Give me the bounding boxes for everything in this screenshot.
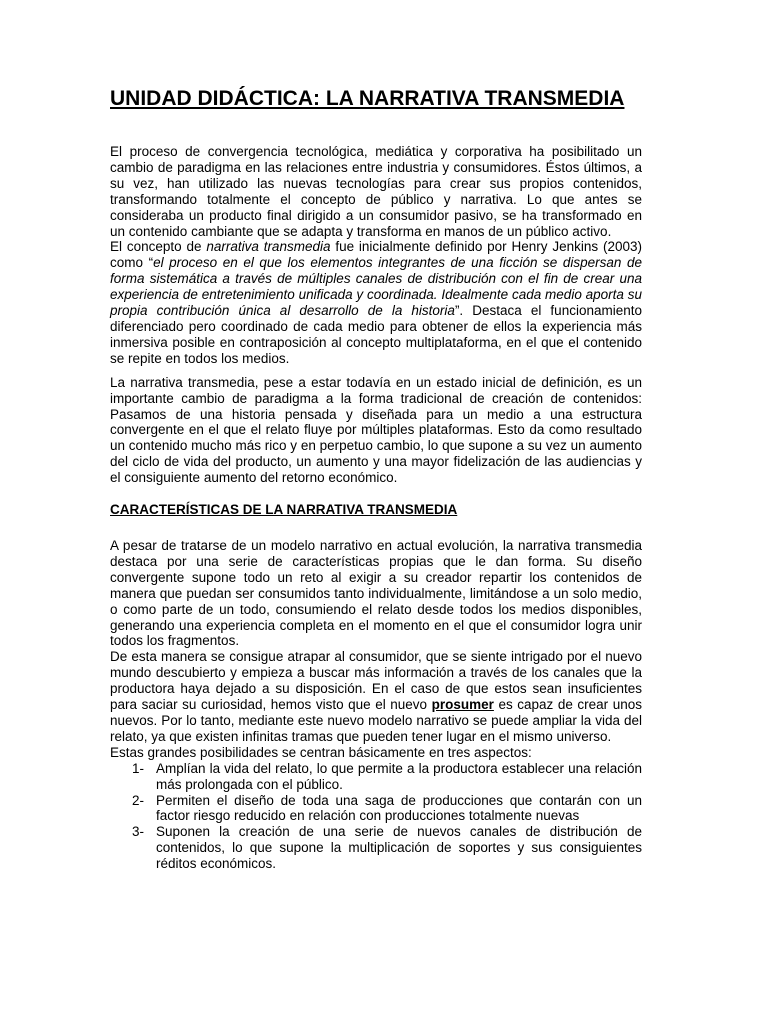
list-item-text: Suponen la creación de una serie de nuevos canales de distribución de contenidos, lo que supone la multiplicación de soportes y sus consiguientes réditos económicos. bbox=[156, 824, 642, 872]
paragraph-paradigm: La narrativa transmedia, pese a estar todavía en un estado inicial de definición, es un importante cambio de paradigma a la forma tradicional de creación de contenidos: Pasamos de una historia pensada y diseñada para un medio a una estructura convergente en el que el relato fluye por múltiples plataformas. Esto da como resultado un contenido mucho más rico y en perpetuo cambio, lo que supone a su vez un aumento del ciclo de vida del producto, un aumento y una mayor fidelización de las audiencias y el consiguiente aumento del retorno económico. bbox=[110, 374, 642, 486]
list-item-text: Permiten el diseño de toda una saga de producciones que contarán con un factor riesgo reducido en relación con producciones totalmente nuevas bbox=[156, 792, 642, 824]
list-item bbox=[110, 793, 642, 825]
paragraph-consumer-a: De esta manera se consigue atrapar al consumidor, que se siente intrigado por el nuevo mundo descubierto y empieza a buscar más información a través de los canales que la productora haya dejado a su disposición. En el caso de que estos sean insuficientes para saciar su curiosidad, hemos visto que el nuevo bbox=[110, 649, 642, 713]
paragraph-consumer-c: es capaz de crear unos nuevos. Por lo tanto, mediante este nuevo modelo narrativo se puede ampliar la vida del relato, ya que existen infinitas tramas que pueden tener lugar en el mismo universo. bbox=[110, 697, 642, 744]
paragraph-consumer bbox=[110, 649, 642, 744]
prosumer-link[interactable]: prosumer bbox=[431, 697, 494, 713]
term-narrativa-transmedia: narrativa transmedia bbox=[206, 239, 331, 255]
jenkins-quote: el proceso en el que los elementos integrantes de una ficción se dispersan de forma sistemática a través de múltiples canales de distribución con el fin de crear una experiencia de entretenimiento unificada y coordinada. Idealmente cada medio aporta su propia contribución única al desarrollo de la historia bbox=[110, 255, 642, 319]
aspects-list bbox=[110, 761, 642, 872]
document-body bbox=[110, 86, 642, 872]
paragraph-characteristics: A pesar de tratarse de un modelo narrativo en actual evolución, la narrativa transmedia destaca por una serie de características propias que le dan forma. Su diseño convergente supone todo un reto al exigir a su creador repartir los contenidos de manera que puedan ser consumidos tanto individualmente, limitándose a un solo medio, o como parte de un todo, consumiendo el relato desde todos los medios disponibles, generando una experiencia completa en el momento en el que el consumidor logra unir todos los fragmentos. bbox=[110, 538, 642, 649]
list-number: 2- bbox=[132, 792, 145, 808]
list-number: 1- bbox=[132, 760, 145, 776]
list-item bbox=[110, 761, 642, 793]
list-item bbox=[110, 824, 642, 872]
paragraph-definition-c: fue inicialmente definido por Henry Jenkins (2003) como “ bbox=[110, 239, 642, 271]
paragraph-intro: El proceso de convergencia tecnológica, mediática y corporativa ha posibilitado un cambio de paradigma en las relaciones entre industria y consumidores. Éstos últimos, a su vez, han utilizado las nuevas tecnologías para crear sus propios contenidos, transformando totalmente el concepto de público y narrativa. Lo que antes se consideraba un producto final dirigido a un consumidor pasivo, se ha transformado en un contenido cambiante que se adapta y transforma en manos de un público activo. bbox=[110, 144, 642, 239]
list-item-text: Amplían la vida del relato, lo que permite a la productora establecer una relación más prolongada con el público. bbox=[156, 760, 642, 792]
list-number: 3- bbox=[132, 824, 145, 840]
paragraph-definition-e: ”. Destaca el funcionamiento diferenciado pero coordinado de cada medio para obtener de ellos la experiencia más inmersiva posible en contraposición al concepto multiplataforma, en el que el contenido se repite en todos los medios. bbox=[110, 303, 642, 366]
page-title: UNIDAD DIDÁCTICA: LA NARRATIVA TRANSMEDIA bbox=[110, 87, 625, 110]
paragraph-definition bbox=[110, 239, 642, 366]
paragraph-aspects-intro: Estas grandes posibilidades se centran básicamente en tres aspectos: bbox=[110, 744, 532, 760]
paragraph-definition-a: El concepto de bbox=[110, 239, 207, 255]
section-heading: CARACTERÍSTICAS DE LA NARRATIVA TRANSMEDIA bbox=[110, 502, 458, 518]
